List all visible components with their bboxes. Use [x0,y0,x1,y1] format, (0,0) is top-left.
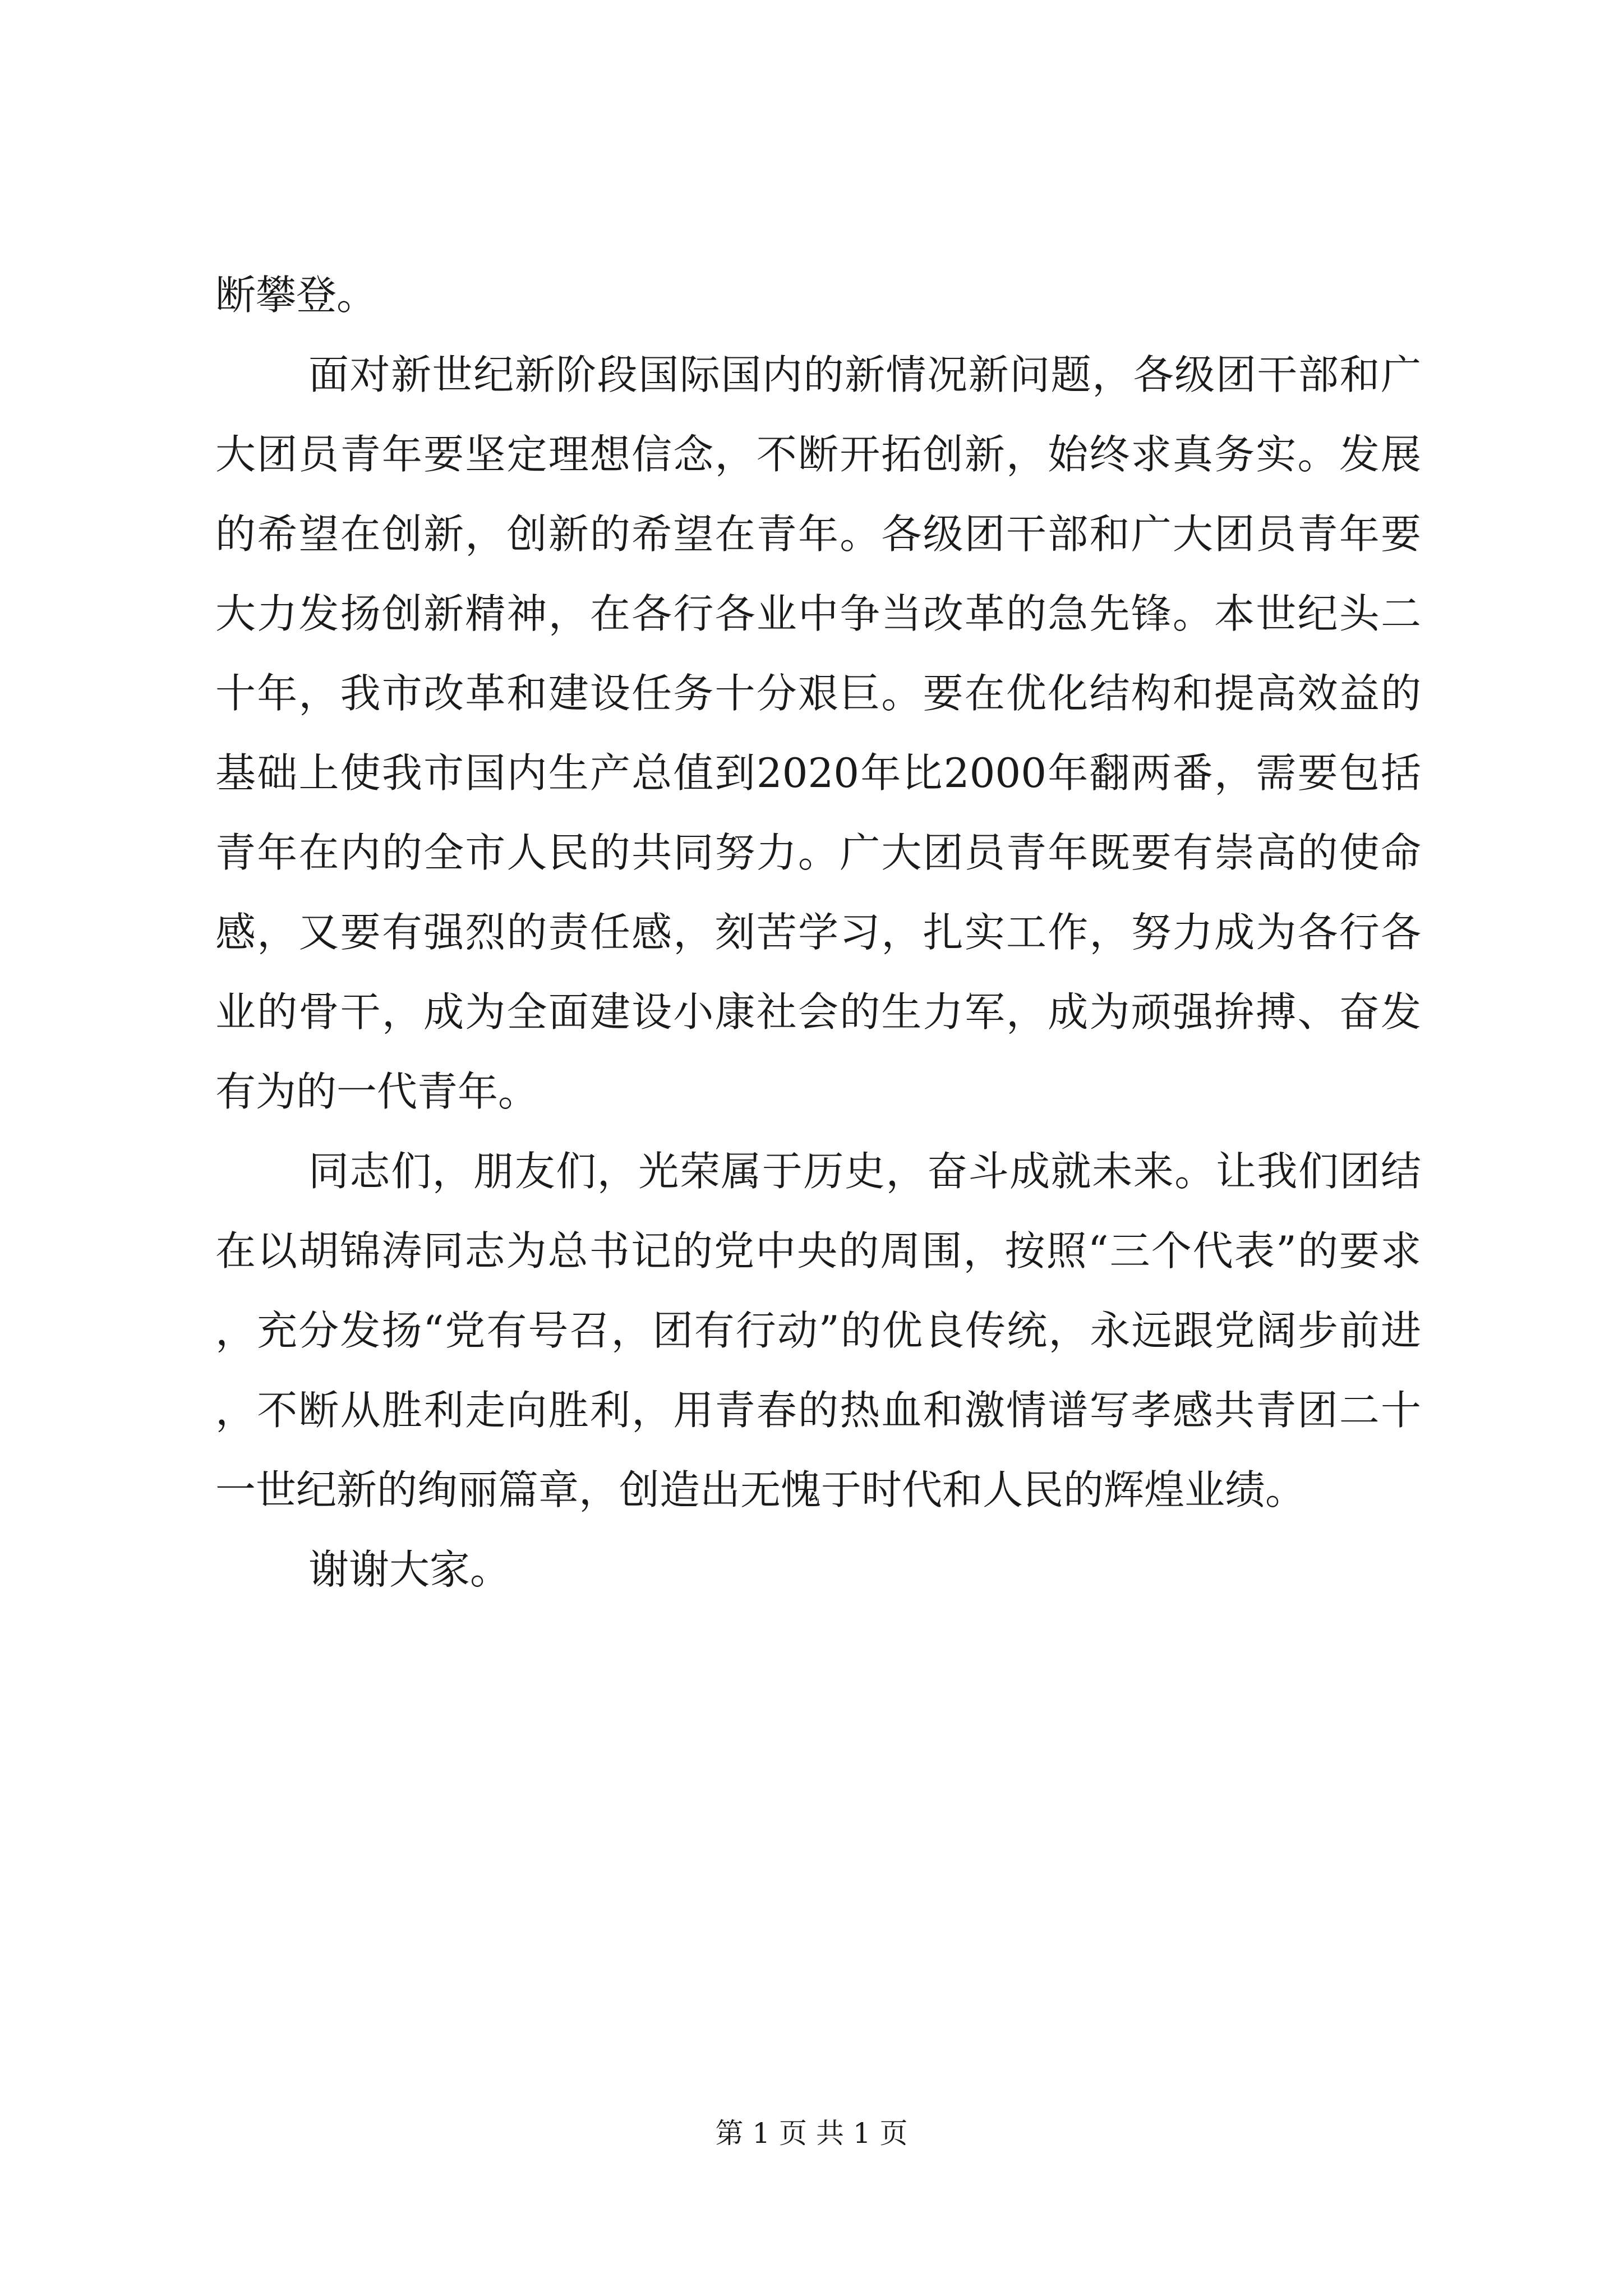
document-body [215,255,1421,1609]
paragraph-continuation: 断攀登。 [215,272,377,319]
page-footer: 第 1 页 共 1 页 [715,2117,908,2150]
paragraph-innovation: 面对新世纪新阶段国际国内的新情况新问题，各级团干部和广大团员青年要坚定理想信念，不断开拓创新，始终求真务实。发展的希望在创新，创新的希望在青年。各级团干部和广大团员青年要大力发扬创新精神，在各行各业中争当改革的急先锋。本世纪头二十年，我市改革和建设任务十分艰巨。要在优化结构和提高效益的基础上使我市国内生产总值到2020年比2000年翻两番，需要包括青年在内的全市人民的共同努力。广大团员青年既要有崇高的使命感，又要有强烈的责任感，刻苦学习，扎实工作，努力成为各行各业的骨干，成为全面建设小康社会的生力军，成为顽强拚搏、奋发有为的一代青年。 [215,351,1421,1115]
paragraph-thanks: 谢谢大家。 [308,1546,511,1593]
paragraph-closing-call: 同志们，朋友们，光荣属于历史，奋斗成就未来。让我们团结在以胡锦涛同志为总书记的党中央的周围，按照“三个代表”的要求，充分发扬“党有号召，团有行动”的优良传统，永远跟党阔步前进，不断从胜利走向胜利，用青春的热血和激情谱写孝感共青团二十一世纪新的绚丽篇章，创造出无愧于时代和人民的辉煌业绩。 [215,1148,1421,1513]
